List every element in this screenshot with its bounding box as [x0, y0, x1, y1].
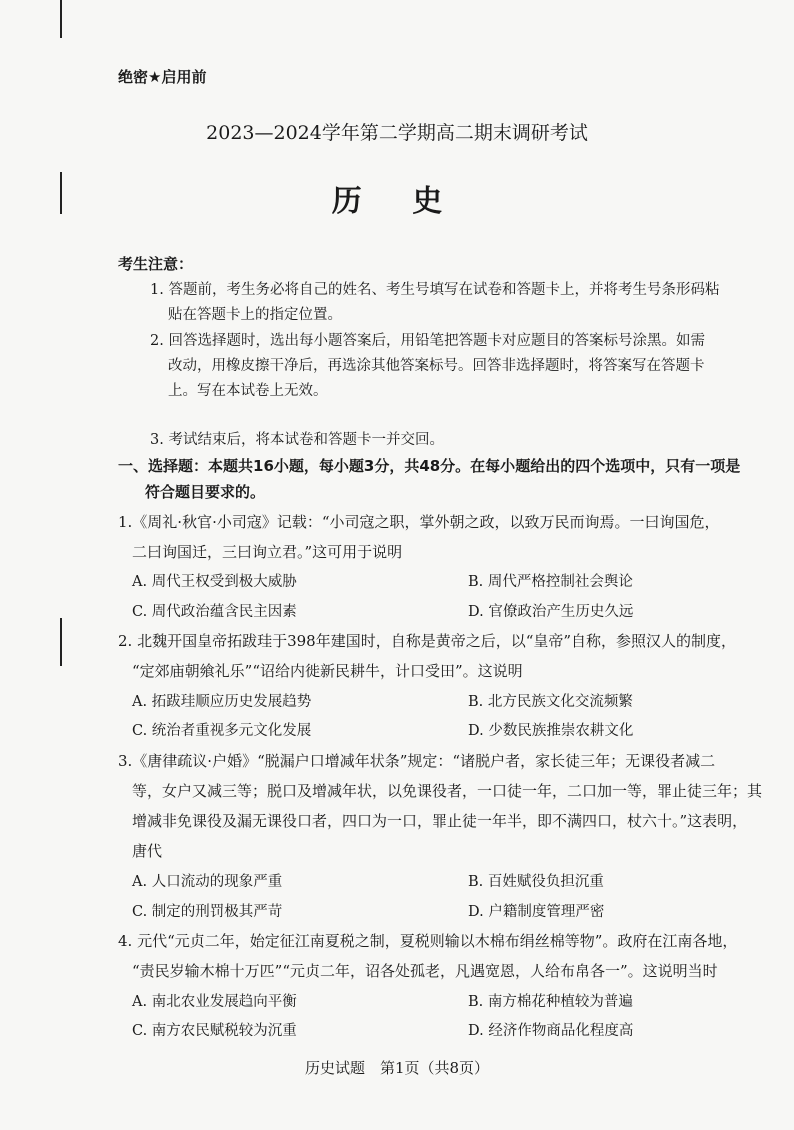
question-1-option-a: A. 周代王权受到极大威胁 — [132, 574, 297, 590]
question-1-stem-line-2: 二曰询国迁，三曰询立君。”这可用于说明 — [132, 543, 403, 561]
question-4-option-d: D. 经济作物商品化程度高 — [468, 1023, 634, 1039]
notice-item-1-line-2: 贴在答题卡上的指定位置。 — [168, 307, 342, 323]
question-4-option-c: C. 南方农民赋税较为沉重 — [132, 1023, 297, 1039]
notice-heading: 考生注意： — [118, 255, 194, 273]
question-3-stem-line-4: 唐代 — [132, 842, 163, 860]
question-4-stem-line-2: “责民岁输木棉十万匹”“元贞二年，诏各处孤老，凡遇宽恩，人给布帛各一”。这说明当时 — [132, 962, 718, 980]
question-2-stem-line-1: 2. 北魏开国皇帝拓跋珪于398年建国时，自称是黄帝之后，以“皇帝”自称，参照汉人的制度， — [118, 632, 737, 650]
binding-edge-mark-top — [60, 0, 62, 38]
question-1-option-d: D. 官僚政治产生历史久远 — [468, 604, 634, 620]
question-3-option-d: D. 户籍制度管理严密 — [468, 904, 605, 920]
page-footer: 历史试题 第1页（共8页） — [304, 1059, 490, 1077]
exam-title: 2023—2024学年第二学期高二期末调研考试 — [206, 122, 588, 144]
section-heading-line-2: 符合题目要求的。 — [145, 483, 266, 501]
notice-item-3-line-1: 3. 考试结束后，将本试卷和答题卡一并交回。 — [150, 432, 444, 448]
notice-item-2-line-1: 2. 回答选择题时，选出每小题答案后，用铅笔把答题卡对应题目的答案标号涂黑。如需 — [150, 333, 705, 349]
notice-item-2-line-2: 改动，用橡皮擦干净后，再选涂其他答案标号。回答非选择题时，将答案写在答题卡 — [168, 358, 705, 374]
question-3-option-b: B. 百姓赋役负担沉重 — [468, 874, 604, 890]
question-2-option-c: C. 统治者重视多元文化发展 — [132, 723, 312, 739]
question-3-stem-line-1: 3.《唐律疏议·户婚》“脱漏户口增减年状条”规定：“诸脱户者，家长徒三年；无课役者减二 — [118, 752, 716, 770]
notice-item-1-line-1: 1. 答题前，考生务必将自己的姓名、考生号填写在试卷和答题卡上，并将考生号条形码粘 — [150, 282, 720, 298]
question-4-stem-line-1: 4. 元代“元贞二年，始定征江南夏税之制，夏税则输以木棉布绢丝棉等物”。政府在江南各地， — [118, 932, 738, 950]
question-2-stem-line-2: “定郊庙朝飨礼乐”“诏给内徙新民耕牛，计口受田”。这说明 — [132, 662, 523, 680]
binding-edge-mark-bottom — [60, 618, 62, 666]
subject-title: 历 史 — [331, 184, 463, 219]
question-3-stem-line-2: 等，女户又减三等；脱口及增减年状，以免课役者，一口徒一年，二口加一等，罪止徒三年；其 — [132, 782, 763, 800]
question-1-option-c: C. 周代政治蕴含民主因素 — [132, 604, 297, 620]
question-3-option-c: C. 制定的刑罚极其严苛 — [132, 904, 283, 920]
question-4-option-a: A. 南北农业发展趋向平衡 — [132, 994, 297, 1010]
question-1-option-b: B. 周代严格控制社会舆论 — [468, 574, 633, 590]
question-4-option-b: B. 南方棉花种植较为普遍 — [468, 994, 633, 1010]
question-3-stem-line-3: 增减非免课役及漏无课役口者，四口为一口，罪止徒一年半，即不满四口，杖六十。”这表明， — [132, 812, 748, 830]
confidential-label: 绝密★启用前 — [118, 68, 207, 86]
question-2-option-b: B. 北方民族文化交流频繁 — [468, 694, 633, 710]
section-heading-line-1: 一、选择题：本题共16小题，每小题3分，共48分。在每小题给出的四个选项中，只有一项是 — [118, 457, 741, 475]
question-2-option-d: D. 少数民族推崇农耕文化 — [468, 723, 634, 739]
notice-item-2-line-3: 上。写在本试卷上无效。 — [168, 383, 328, 399]
question-2-option-a: A. 拓跋珪顺应历史发展趋势 — [132, 694, 312, 710]
question-3-option-a: A. 人口流动的现象严重 — [132, 874, 283, 890]
question-1-stem-line-1: 1.《周礼·秋官·小司寇》记载：“小司寇之职，掌外朝之政，以致万民而询焉。一曰询国危， — [118, 513, 720, 531]
